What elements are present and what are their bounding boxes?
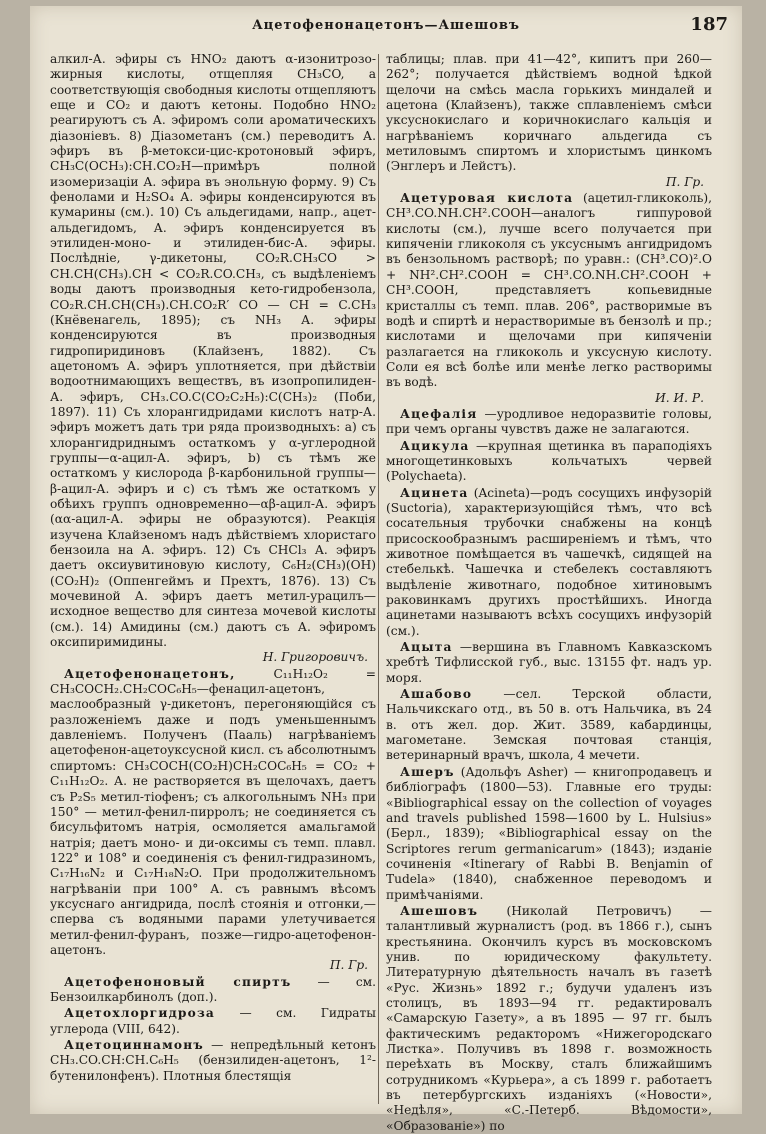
- article-entry: [386, 191, 712, 406]
- entry-term: Ашабово: [400, 687, 473, 702]
- article-entry: [386, 407, 712, 438]
- entry-body: —вершина въ Главномъ Кавказскомъ хребтѣ Тифлисской губ., выс. 13155 фт. надъ ур. моря.: [386, 640, 712, 685]
- entry-body: таблицы; плав. при 41—42°, кипитъ при 260—262°; получается дѣйствіемъ водной ѣдкой щелочи на смѣсь масла горькихъ миндалей и ацетона (Клайзенъ), также сплавленіемъ смѣси уксуснокислаго и коричнокислаго кальція и нагрѣваніемъ коричнаго альдегида съ метиловымъ спиртомъ и хлористымъ цинкомъ (Энглеръ и Лейстъ).: [386, 52, 712, 174]
- article-entry: [386, 52, 712, 190]
- entry-term: Ацетуровая кислота: [400, 191, 574, 206]
- entry-body: — см. Гидраты углерода (VIII, 642).: [50, 1006, 376, 1036]
- entry-body: (Адольфъ Asher) — книгопродавецъ и библіографъ (1800—53). Главные его труды: «Bibliographical essay on the collection of voyages and travels published 1598—1600 by L. Hulsius» (Берл., 1839); «Bibliographical essay on the Scriptores rerum germanicarum» (1843); изданіе сочиненія «Itinerary of Rabbi B. Benjamin of Tudela» (1840), снабженное переводомъ и примѣчаніями.: [386, 764, 712, 902]
- entry-term: Ацефалія: [400, 406, 478, 421]
- entry-term: Ацетохлоргидроза: [64, 1006, 216, 1021]
- entry-term: Ацетофенонацетонъ,: [64, 666, 236, 681]
- encyclopedia-page: [30, 6, 742, 1133]
- entry-body: —уродливое недоразвитіе головы, при чемъ органы чувствъ даже не залагаются.: [386, 406, 713, 437]
- entry-body: (Николай Петровичъ) — талантливый журналистъ (род. въ 1866 г.), сынъ крестьянина. Окончилъ курсъ въ московскомъ унив. по юридическому факультету. Литературную дѣятельность началъ въ газетѣ «Рус. Жизнь» 1892 г.; будучи удаленъ изъ столицъ, въ 1893—94 гг. редактировалъ «Самарскую Газету», а въ 1895 — 97 гг. былъ фактическимъ редакторомъ «Нижегородскаго Листка». Получивъ въ 1898 г. возможность переѣхать въ Москву, сталъ ближайшимъ сотрудникомъ «Курьера», а съ 1899 г. работаетъ въ петербургскихъ изданіяхъ («Новости», «Недѣля», «С.-Петерб. Вѣдомости», «Образованіе») по: [386, 903, 712, 1133]
- entry-body: —сел. Терской области, Нальчикскаго отд., въ 50 в. отъ Нальчика, въ 24 в. отъ жел. дор. Жит. 3589, кабардинцы, магометане. Земская почтовая станція, ветеринарный врачъ, школа, 4 мечети.: [386, 687, 713, 763]
- column-divider: [378, 54, 379, 1104]
- author-signature: И. И. Р.: [655, 390, 704, 405]
- article-entry: [386, 640, 712, 686]
- page-header: [30, 12, 742, 44]
- entry-body: —крупная щетинка въ параподіяхъ многощетинковыхъ кольчатыхъ червей (Polychaeta).: [386, 438, 712, 484]
- author-signature: Н. Григоровичъ.: [262, 650, 368, 665]
- entry-term: Ацыта: [400, 640, 453, 655]
- article-entry: [386, 486, 712, 639]
- running-title: Ацетофенонацетонъ—Ашешовъ: [252, 18, 520, 33]
- article-entry: [50, 975, 376, 1006]
- entry-term: Ацетофеноновый спиртъ: [64, 974, 292, 989]
- entry-body: алкил-А. эфиры съ HNO₂ даютъ α-изонитрозо-жирныя кислоты, отщепляя CH₃CO, а соответствующія свободныя кислоты отщепляютъ еще и CO₂ и даютъ кетоны. Подобно HNO₂ реагируютъ съ А. эфиромъ соли ароматическихъ діазоніевъ. 8) Діазометанъ (см.) переводитъ А. эфиръ въ β-метокси-цис-кротоновый эфиръ, CH₃C(OCH₃):CH.CO₂H—примѣръ полной изомеризаціи А. эфира въ энольную форму. 9) Съ фенолами и H₂SO₄ А. эфиры конденсируются въ кумарины (см.). 10) Съ альдегидами, напр., ацет-альдегидомъ, А. эфиръ конденсируется въ этилиден-моно- и этилиден-бис-А. эфиры. Послѣдніе, γ-дикетоны, CO₂R.CH₃CO > CH.CH(CH₃).CH < CO₂R.CO.CH₃, съ выдѣленіемъ воды даютъ производныя кето-гидробензола, CO₂R.CH.CH(CH₃).CH.CO₂R′ CO — CH = C.CH₃ (Кнёвенагель, 1895); съ NH₃ А. эфиры конденсируются въ производныя гидропиридиновъ (Клайзенъ, 1882). Съ ацетономъ А. эфиръ уплотняется, при дѣйствіи водоотнимающихъ веществъ, въ изопропилиден-А. эфиръ, CH₃.CO.C(CO₂C₂H₅):C(CH₃)₂ (Поби, 1897). 11) Съ хлорангидридами кислотъ натр-А. эфиръ можетъ дать три ряда производныхъ: a) съ хлорангидриднымъ остаткомъ у α-углеродной группы—α-ацил-А. эфиръ, b) съ тѣмъ же остаткомъ у кислорода β-карбонильной группы—β-ацил-А. эфиръ и c) съ тѣмъ же остаткомъ у обѣихъ группъ одновременно—αβ-ацил-А. эфиръ (αα-ацил-А. эфиры не образуются). Реакція изучена Клайзеномъ надъ дѣйствіемъ хлористаго бензоила на А. эфиръ. 12) Съ CHCl₃ А. эфиръ даетъ оксиувитиновую кислоту, C₆H₂(CH₃)(OH)(CO₂H)₂ (Оппенгеймъ и Прехтъ, 1876). 13) Съ мочевиной А. эфиръ даетъ метил-урацилъ—исходное вещество для синтеза мочевой кислоты (см.). 14) Амидины (см.) даютъ съ А. эфиромъ оксипиримидины.: [50, 52, 376, 650]
- article-entry: [50, 52, 376, 666]
- entry-term: Ацетоциннамонъ: [64, 1038, 204, 1052]
- article-entry: [386, 765, 712, 903]
- article-entry: [386, 439, 712, 485]
- article-entry: [50, 667, 376, 974]
- author-signature: П. Гр.: [329, 958, 368, 973]
- entry-term: Ашешовъ: [400, 903, 479, 918]
- entry-body: C₁₁H₁₂O₂ = CH₃COCH₂.CH₂COC₆H₅—фенацил-ацетонъ, маслообразный γ-дикетонъ, перегоняющійся съ разложеніемъ даже и подъ уменьшеннымъ давленіемъ. Полученъ (Пааль) нагрѣваніемъ ацетофенон-ацетоуксусной кисл. съ абсолютнымъ спиртомъ: CH₃COCH(CO₂H)CH₂COC₆H₅ = CO₂ + C₁₁H₁₂O₂. А. не растворяется въ щелочахъ, даетъ съ P₂S₅ метил-тіофенъ; съ алкогольнымъ NH₃ при 150° — метил-фенил-пирролъ; не соединяется съ бисульфитомъ натрія, осмоляется амальгамой натрія; даетъ моно- и ди-оксимы съ темп. плавл. 122° и 108° и соединенія съ фенил-гидразиномъ, C₁₇H₁₆N₂ и C₁₇H₁₈N₂O. При продолжительномъ нагрѣваніи при 100° А. съ равнымъ вѣсомъ уксуснаго ангидрида, послѣ стоянія и отгонки,—сперва съ водяными парами улетучивается метил-фенил-фуранъ, позже—гидро-ацетофенон-ацетонъ.: [50, 666, 376, 957]
- left-column: [50, 52, 376, 1084]
- page-number: 187: [690, 14, 728, 35]
- entry-body: — см. Бензоилкарбинолъ (доп.).: [50, 974, 377, 1004]
- entry-body: (Acineta)—родъ сосущихъ инфузорій (Suctoria), характеризующійся тѣмъ, что всѣ сосательныя трубочки снабжены на концѣ присоскообразнымъ расширеніемъ и тѣмъ, что животное помѣщается въ чашечкѣ, сидящей на стебелькѣ. Чашечка и стебелекъ составляютъ выдѣленіе животнаго, подобное хитиновымъ раковинкамъ другихъ простѣйшихъ. Иногда ацинетами называютъ всѣхъ сосущихъ инфузорій (см.).: [386, 485, 712, 638]
- entry-body: (ацетил-гликоколь), CH³.CO.NH.CH².COOH—аналогъ гиппуровой кислоты (см.), лучше всего получается при кипяченіи гликоколя съ уксуснымъ ангидридомъ въ бензольномъ растворѣ; по уравн.: (CH³.CO)².O + NH².CH².COOH = CH³.CO.NH.CH².COOH + CH³.COOH, представляетъ копьевидные кристаллы съ темп. плав. 206°, растворимые въ водѣ и спиртѣ и нерастворимые въ бензолѣ и пр.; кислотами и щелочами при кипяченіи разлагается на гликоколь и уксусную кислоту. Соли ея всѣ болѣе или менѣе легко растворимы въ водѣ.: [386, 191, 712, 390]
- article-entry: [386, 687, 712, 764]
- right-column: [386, 52, 712, 1134]
- entry-term: Ацинета: [400, 485, 469, 500]
- entry-term: Ашеръ: [400, 764, 455, 779]
- author-signature: П. Гр.: [665, 174, 704, 189]
- entry-body: — непредѣльный кетонъ CH₃.CO.CH:CH.C₆H₅ (бензилиден-ацетонъ, 1²-бутенилонфенъ). Плотныя блестящія: [50, 1038, 377, 1083]
- article-entry: [386, 904, 712, 1134]
- article-entry: [50, 1006, 376, 1037]
- entry-term: Ацикула: [400, 438, 470, 453]
- article-entry: [50, 1038, 376, 1084]
